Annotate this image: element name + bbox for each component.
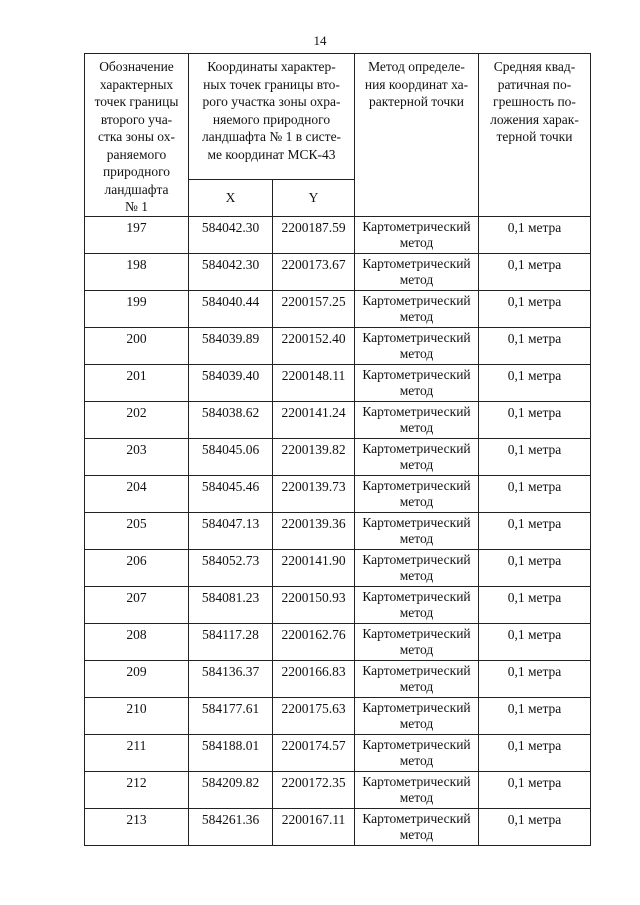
error-cell: 0,1 метра (479, 660, 591, 697)
table-header-row (85, 54, 591, 180)
table-row (85, 253, 591, 290)
table-row (85, 697, 591, 734)
y-coordinate-cell: 2200175.63 (273, 697, 355, 734)
point-number-cell: 206 (85, 549, 189, 586)
error-cell: 0,1 метра (479, 290, 591, 327)
method-cell: Картометрический метод (355, 364, 479, 401)
method-cell: Картометрический метод (355, 623, 479, 660)
x-coordinate-cell: 584177.61 (189, 697, 273, 734)
y-coordinate-cell: 2200139.73 (273, 475, 355, 512)
table-row (85, 512, 591, 549)
x-coordinate-cell: 584039.40 (189, 364, 273, 401)
method-cell: Картометрический метод (355, 734, 479, 771)
table-row (85, 327, 591, 364)
point-number-cell: 201 (85, 364, 189, 401)
point-number-cell: 209 (85, 660, 189, 697)
method-cell: Картометрический метод (355, 438, 479, 475)
point-number-cell: 213 (85, 808, 189, 845)
table-row (85, 660, 591, 697)
method-cell: Картометрический метод (355, 327, 479, 364)
table-row (85, 290, 591, 327)
method-cell: Картометрический метод (355, 697, 479, 734)
y-coordinate-cell: 2200139.82 (273, 438, 355, 475)
x-coordinate-cell: 584261.36 (189, 808, 273, 845)
point-number-cell: 199 (85, 290, 189, 327)
x-coordinate-cell: 584081.23 (189, 586, 273, 623)
header-point-designation: Обозначение характерных точек границы второго уча- стка зоны ох- раняемого природного ландшафта № 1 (85, 54, 189, 217)
method-cell: Картометрический метод (355, 253, 479, 290)
x-coordinate-cell: 584045.46 (189, 475, 273, 512)
point-number-cell: 200 (85, 327, 189, 364)
point-number-cell: 197 (85, 216, 189, 253)
y-coordinate-cell: 2200141.24 (273, 401, 355, 438)
y-coordinate-cell: 2200152.40 (273, 327, 355, 364)
header-error: Средняя квад- ратичная по- грешность по- ложения харак- терной точки (479, 54, 591, 217)
table-row (85, 771, 591, 808)
y-coordinate-cell: 2200157.25 (273, 290, 355, 327)
header-coordinates: Координаты характер- ных точек границы вто- рого участка зоны охра- няемого природного ландшафта № 1 в систе- ме координат МСК-43 (189, 54, 355, 180)
error-cell: 0,1 метра (479, 216, 591, 253)
x-coordinate-cell: 584117.28 (189, 623, 273, 660)
error-cell: 0,1 метра (479, 253, 591, 290)
y-coordinate-cell: 2200150.93 (273, 586, 355, 623)
page-number: 14 (313, 33, 327, 48)
error-cell: 0,1 метра (479, 327, 591, 364)
y-coordinate-cell: 2200139.36 (273, 512, 355, 549)
table-row (85, 623, 591, 660)
method-cell: Картометрический метод (355, 216, 479, 253)
table-row (85, 438, 591, 475)
point-number-cell: 212 (85, 771, 189, 808)
method-cell: Картометрический метод (355, 549, 479, 586)
y-coordinate-cell: 2200162.76 (273, 623, 355, 660)
point-number-cell: 211 (85, 734, 189, 771)
point-number-cell: 202 (85, 401, 189, 438)
x-coordinate-cell: 584039.89 (189, 327, 273, 364)
table-row (85, 734, 591, 771)
x-coordinate-cell: 584047.13 (189, 512, 273, 549)
header-x: X (189, 179, 273, 216)
table-row (85, 549, 591, 586)
error-cell: 0,1 метра (479, 734, 591, 771)
table-row (85, 216, 591, 253)
error-cell: 0,1 метра (479, 401, 591, 438)
point-number-cell: 205 (85, 512, 189, 549)
error-cell: 0,1 метра (479, 623, 591, 660)
coordinates-table (84, 53, 591, 846)
table-row (85, 808, 591, 845)
error-cell: 0,1 метра (479, 586, 591, 623)
header-method: Метод определе- ния координат ха- рактерной точки (355, 54, 479, 217)
method-cell: Картометрический метод (355, 771, 479, 808)
error-cell: 0,1 метра (479, 771, 591, 808)
y-coordinate-cell: 2200148.11 (273, 364, 355, 401)
error-cell: 0,1 метра (479, 697, 591, 734)
table-row (85, 364, 591, 401)
x-coordinate-cell: 584188.01 (189, 734, 273, 771)
x-coordinate-cell: 584038.62 (189, 401, 273, 438)
error-cell: 0,1 метра (479, 808, 591, 845)
method-cell: Картометрический метод (355, 475, 479, 512)
y-coordinate-cell: 2200187.59 (273, 216, 355, 253)
point-number-cell: 204 (85, 475, 189, 512)
point-number-cell: 198 (85, 253, 189, 290)
method-cell: Картометрический метод (355, 660, 479, 697)
table-row (85, 401, 591, 438)
table-body (85, 216, 591, 845)
error-cell: 0,1 метра (479, 438, 591, 475)
x-coordinate-cell: 584042.30 (189, 253, 273, 290)
point-number-cell: 207 (85, 586, 189, 623)
y-coordinate-cell: 2200141.90 (273, 549, 355, 586)
y-coordinate-cell: 2200173.67 (273, 253, 355, 290)
x-coordinate-cell: 584045.06 (189, 438, 273, 475)
method-cell: Картометрический метод (355, 401, 479, 438)
point-number-cell: 203 (85, 438, 189, 475)
method-cell: Картометрический метод (355, 512, 479, 549)
table-row (85, 475, 591, 512)
error-cell: 0,1 метра (479, 549, 591, 586)
point-number-cell: 210 (85, 697, 189, 734)
method-cell: Картометрический метод (355, 808, 479, 845)
method-cell: Картометрический метод (355, 290, 479, 327)
error-cell: 0,1 метра (479, 475, 591, 512)
y-coordinate-cell: 2200174.57 (273, 734, 355, 771)
x-coordinate-cell: 584052.73 (189, 549, 273, 586)
x-coordinate-cell: 584209.82 (189, 771, 273, 808)
table-row (85, 586, 591, 623)
y-coordinate-cell: 2200172.35 (273, 771, 355, 808)
x-coordinate-cell: 584042.30 (189, 216, 273, 253)
header-y: Y (273, 179, 355, 216)
x-coordinate-cell: 584040.44 (189, 290, 273, 327)
point-number-cell: 208 (85, 623, 189, 660)
error-cell: 0,1 метра (479, 364, 591, 401)
y-coordinate-cell: 2200167.11 (273, 808, 355, 845)
error-cell: 0,1 метра (479, 512, 591, 549)
method-cell: Картометрический метод (355, 586, 479, 623)
x-coordinate-cell: 584136.37 (189, 660, 273, 697)
y-coordinate-cell: 2200166.83 (273, 660, 355, 697)
